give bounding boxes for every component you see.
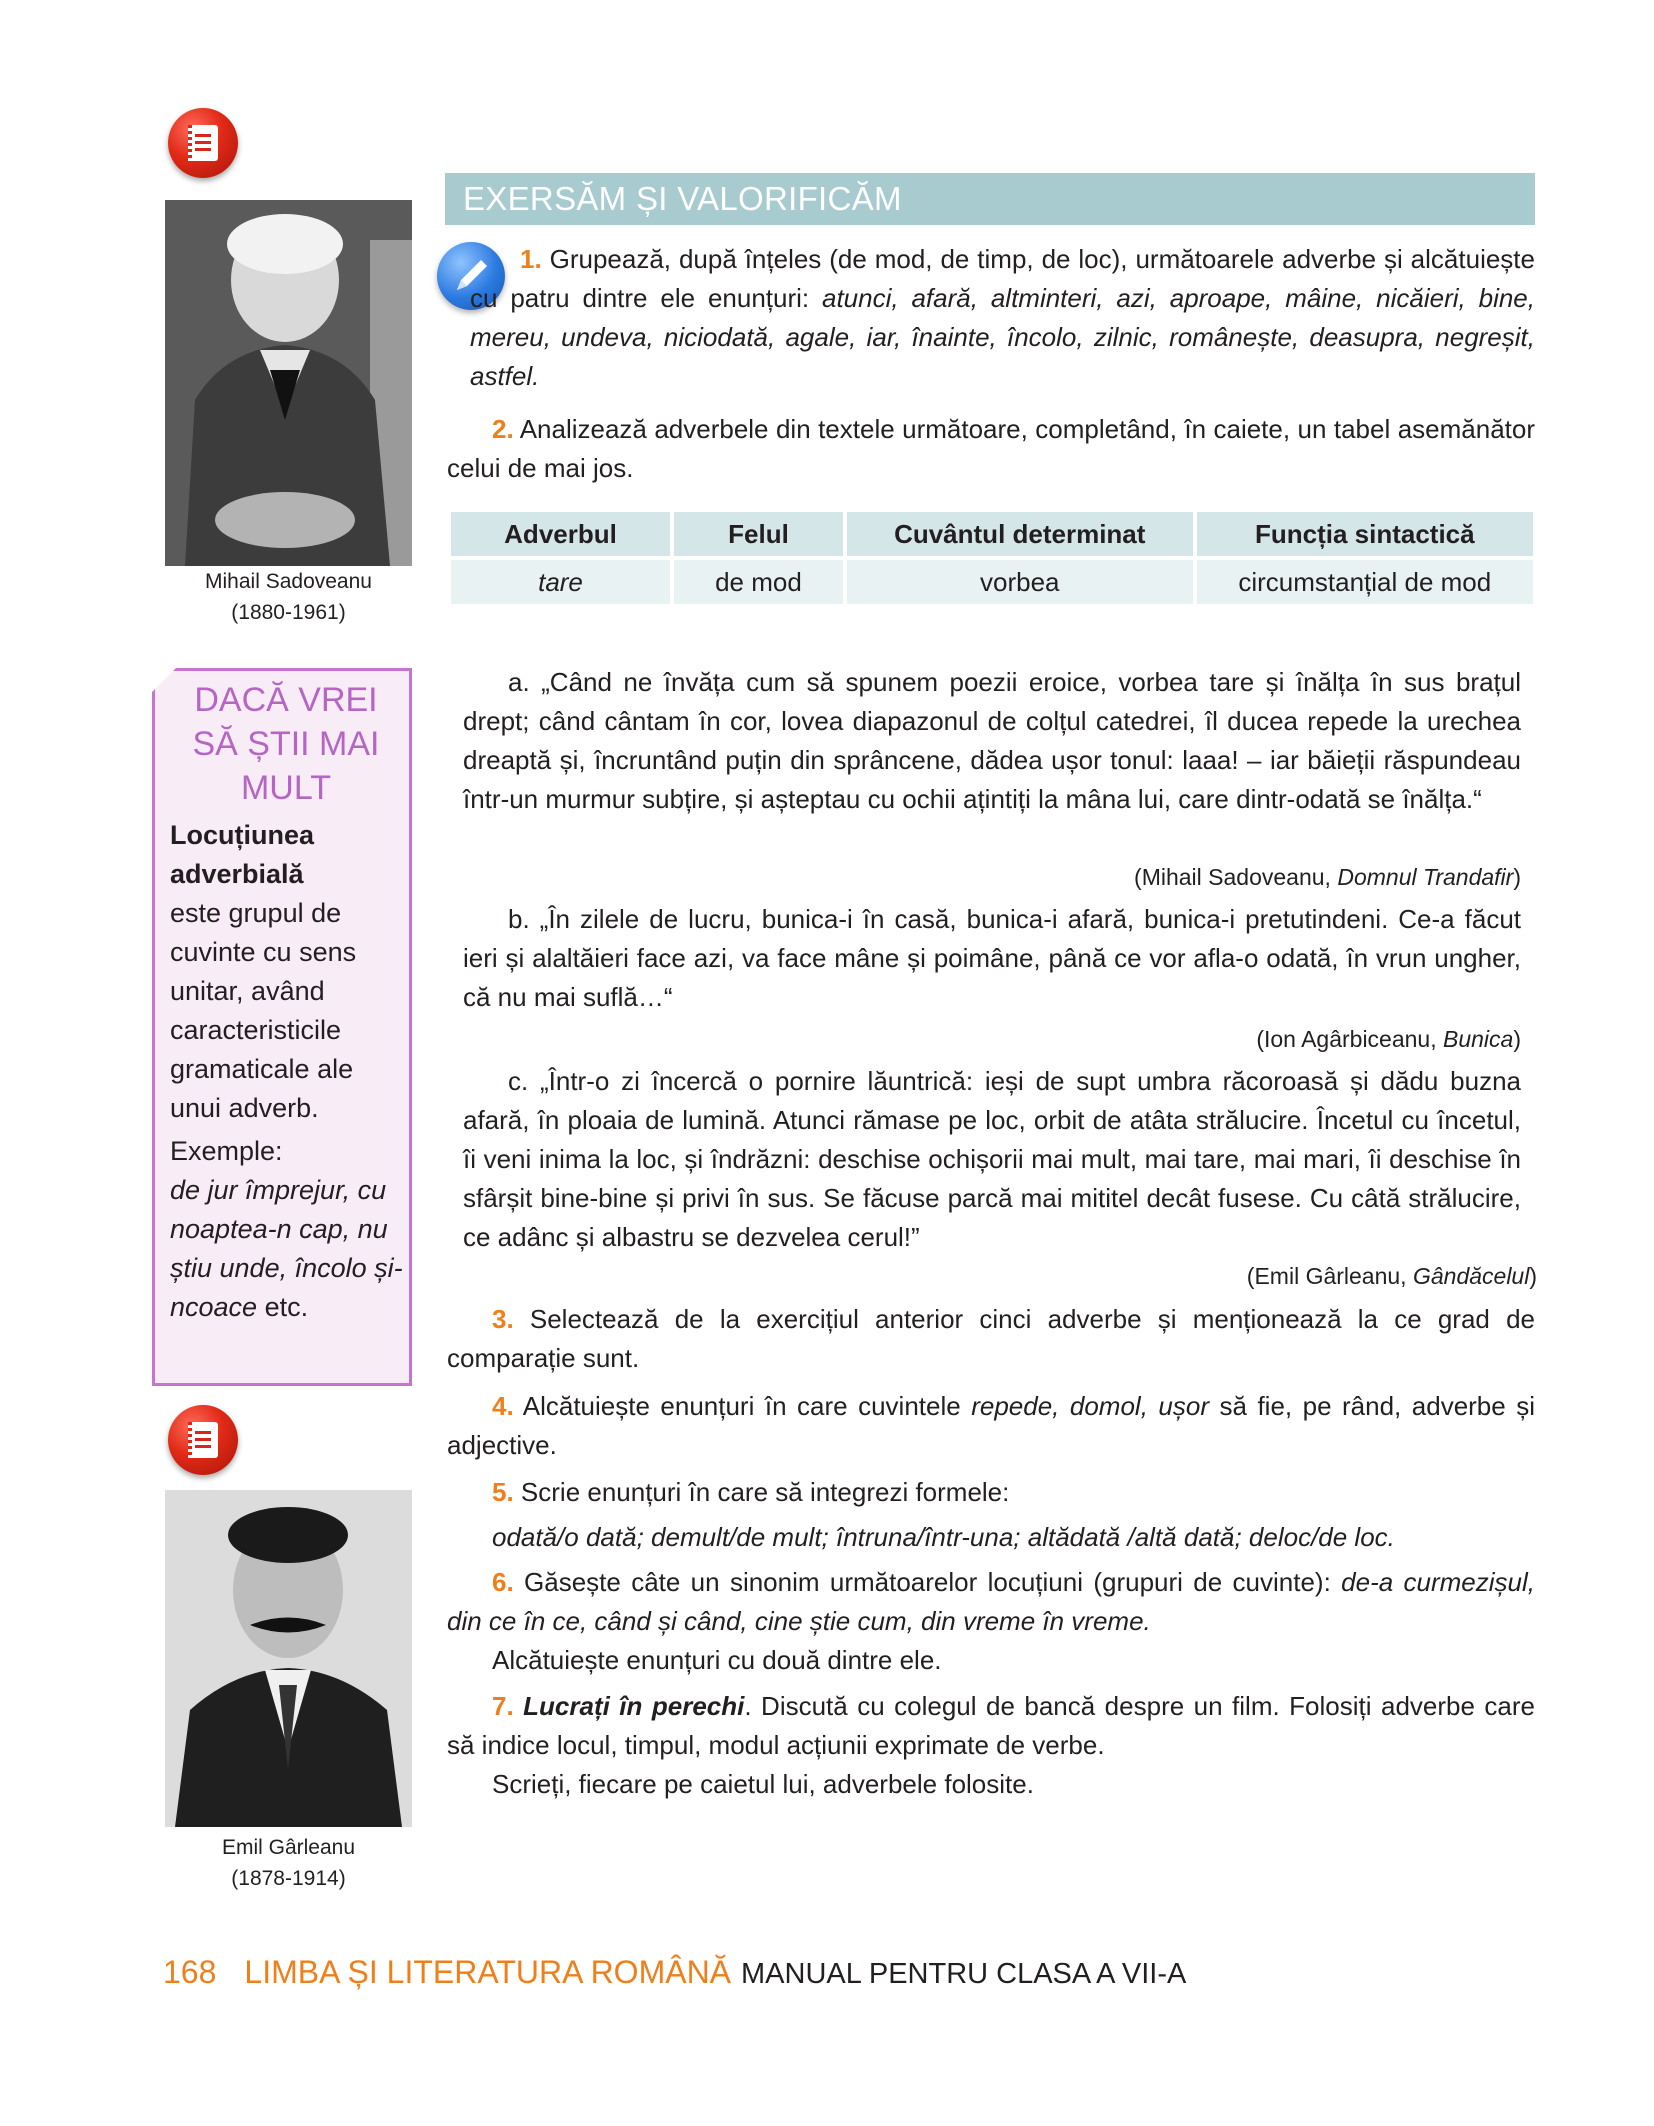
info-term: Locuțiunea adverbială bbox=[170, 820, 315, 889]
source-work: Domnul Trandafir bbox=[1337, 864, 1514, 890]
exercise-1 bbox=[470, 240, 1535, 396]
info-etc: etc. bbox=[257, 1292, 309, 1322]
exercise-bold: Lucrați în perechi bbox=[513, 1691, 745, 1721]
section-title: EXERSĂM ȘI VALORIFICĂM bbox=[445, 173, 1535, 225]
footer-manual: MANUAL PENTRU CLASA A VII-A bbox=[741, 1958, 1187, 1990]
exercise-4 bbox=[447, 1387, 1535, 1465]
exercise-number: 5. bbox=[492, 1477, 514, 1507]
exercise-text: Analizează adverbele din textele următoare, completând, în caiete, un tabel asemănător celui de mai jos. bbox=[447, 414, 1535, 483]
exercise-text: . Discută cu colegul de bancă despre un film. Folosiți adverbe care să indice locul, timpul, modul acțiunii exprimate de verbe. bbox=[447, 1691, 1535, 1760]
portrait-caption bbox=[165, 566, 412, 628]
exercise-text: Alcătuiește enunțuri în care cuvintele bbox=[513, 1391, 972, 1421]
exercise-text: Grupează, după înțeles (de mod, de timp, de loc), următoarele adverbe și alcătuiește cu patru dintre ele enunțuri: bbox=[470, 244, 1535, 313]
portrait-emil-garleanu bbox=[165, 1490, 412, 1827]
text-a: a. „Când ne învăța cum să spunem poezii eroice, vorbea tare și înălța în sus brațul drept; când cântam în cor, lovea diapazonul de colțul catedrei, îl ducea repede la urechea dreaptă și, încruntând puțin din sprâncene, dădea ușor tonul: laaa! – iar băieții răspundeau într-un murmur subțire, și așteptau cu ochii ațintiți la mâna lui, care dintr-odată se înălța.“ bbox=[463, 667, 1521, 814]
source-b bbox=[463, 1020, 1521, 1059]
exercise-5 bbox=[447, 1473, 1535, 1512]
caption-years: (1878-1914) bbox=[231, 1867, 346, 1890]
media-icon[interactable] bbox=[168, 1405, 238, 1475]
info-examples-label: Exemple: bbox=[170, 1136, 283, 1166]
table-header: Felul bbox=[674, 512, 843, 556]
exercise-text: Găsește câte un sinonim următoarelor locuțiuni (grupuri de cuvinte): bbox=[513, 1567, 1342, 1597]
info-examples-text: de jur împrejur, cu noaptea-n cap, nu știu unde, încolo și-ncoace bbox=[170, 1175, 403, 1322]
table-cell: tare bbox=[451, 556, 670, 604]
exercise-words: de-a curmezișul, din ce în ce, când și când, cine știe cum, din vreme în vreme. bbox=[447, 1567, 1536, 1636]
source-a bbox=[463, 858, 1521, 897]
exercise-7 bbox=[447, 1687, 1535, 1765]
source-author: (Emil Gârleanu, bbox=[1246, 1263, 1413, 1289]
exercise-5-forms: odată/o dată; demult/de mult; întruna/într-una; altădată /altă dată; deloc/de loc. bbox=[492, 1522, 1395, 1552]
exercise-number: 3. bbox=[492, 1304, 514, 1334]
exercise-text: Scrie enunțuri în care să integrezi formele: bbox=[513, 1477, 1010, 1507]
table-cell: vorbea bbox=[847, 556, 1193, 604]
caption-name: Emil Gârleanu bbox=[221, 1836, 356, 1859]
caption-name: Mihail Sadoveanu bbox=[205, 570, 372, 593]
exercise-words: atunci, afară, altminteri, azi, aproape, mâine, nicăieri, bine, mereu, undeva, niciodată, agale, iar, înainte, încolo, zilnic, românește, deasupra, negreșit, astfel. bbox=[470, 283, 1535, 391]
info-examples bbox=[170, 1171, 405, 1327]
table-header: Adverbul bbox=[451, 512, 670, 556]
table-cell: de mod bbox=[674, 556, 843, 604]
portrait-mihail-sadoveanu bbox=[165, 200, 412, 566]
exercise-number: 2. bbox=[492, 414, 514, 444]
text-c: c. „Într-o zi încercă o pornire lăuntrică: ieși de supt umbra răcoroasă și dădu buzna afară, în ploaia de lumină. Atunci rămase pe loc, orbit de atâta strălucire. Încetul cu încetul, îi veni inima la loc, și îndrăzni: deschise ochișorii mai mult, mai tare, mai mari, îi deschise în sfârșit bine-bine și privi în sus. Se făcuse parcă mai mititel decât fusese. Cu câtă strălucire, ce adânc și albastru se dezvelea cerul!” bbox=[463, 1066, 1521, 1252]
adverb-table bbox=[447, 512, 1537, 604]
portrait-caption bbox=[165, 1832, 412, 1894]
exercise-number: 7. bbox=[492, 1691, 514, 1721]
exercise-text: Selectează de la exercițiul anterior cinci adverbe și menționează la ce grad de comparație sunt. bbox=[447, 1304, 1535, 1373]
table-cell: circumstanțial de mod bbox=[1197, 556, 1533, 604]
exercise-6-line2: Alcătuiește enunțuri cu două dintre ele. bbox=[492, 1645, 942, 1675]
caption-years: (1880-1961) bbox=[231, 601, 346, 624]
page-number: 168 bbox=[163, 1954, 217, 1990]
source-close: ) bbox=[1513, 864, 1521, 890]
table-header: Funcția sintactică bbox=[1197, 512, 1533, 556]
page-footer bbox=[163, 1950, 1186, 1996]
table-header: Cuvântul determinat bbox=[847, 512, 1193, 556]
source-work: Gândăcelul bbox=[1412, 1263, 1530, 1289]
source-c bbox=[463, 1257, 1537, 1296]
table-header-row bbox=[451, 512, 1533, 556]
exercise-7-line2: Scrieți, fiecare pe caietul lui, adverbele folosite. bbox=[492, 1769, 1034, 1799]
exercise-6 bbox=[447, 1563, 1535, 1641]
text-b: b. „În zilele de lucru, bunica-i în casă, bunica-i afară, bunica-i pretutindeni. Ce-a făcut ieri și alaltăieri face azi, va face mâne și poimâne, până ce vor afla-o odată, în vrun ungher, că nu mai suflă…“ bbox=[463, 904, 1521, 1012]
source-author: (Mihail Sadoveanu, bbox=[1134, 864, 1338, 890]
info-box-title: DACĂ VREI SĂ ȘTII MAI MULT bbox=[192, 681, 380, 807]
info-box-body bbox=[170, 816, 405, 1327]
media-icon[interactable] bbox=[168, 108, 238, 178]
table-row bbox=[451, 556, 1533, 604]
exercise-number: 6. bbox=[492, 1567, 514, 1597]
exercise-text-end: să fie, pe rând, adverbe și adjective. bbox=[447, 1391, 1535, 1460]
exercise-3 bbox=[447, 1300, 1535, 1378]
footer-subject: LIMBA ȘI LITERATURA ROMÂNĂ bbox=[244, 1954, 732, 1990]
source-close: ) bbox=[1513, 1026, 1521, 1052]
exercise-words: repede, domol, ușor bbox=[971, 1391, 1209, 1421]
exercise-number: 4. bbox=[492, 1391, 514, 1421]
exercise-2 bbox=[447, 410, 1535, 488]
exercise-number: 1. bbox=[520, 244, 542, 274]
source-author: (Ion Agârbiceanu, bbox=[1256, 1026, 1443, 1052]
info-definition: este grupul de cuvinte cu sens unitar, având caracteristicile gramaticale ale unui adverb. bbox=[170, 898, 357, 1123]
source-work: Bunica bbox=[1443, 1026, 1514, 1052]
source-close: ) bbox=[1529, 1263, 1537, 1289]
